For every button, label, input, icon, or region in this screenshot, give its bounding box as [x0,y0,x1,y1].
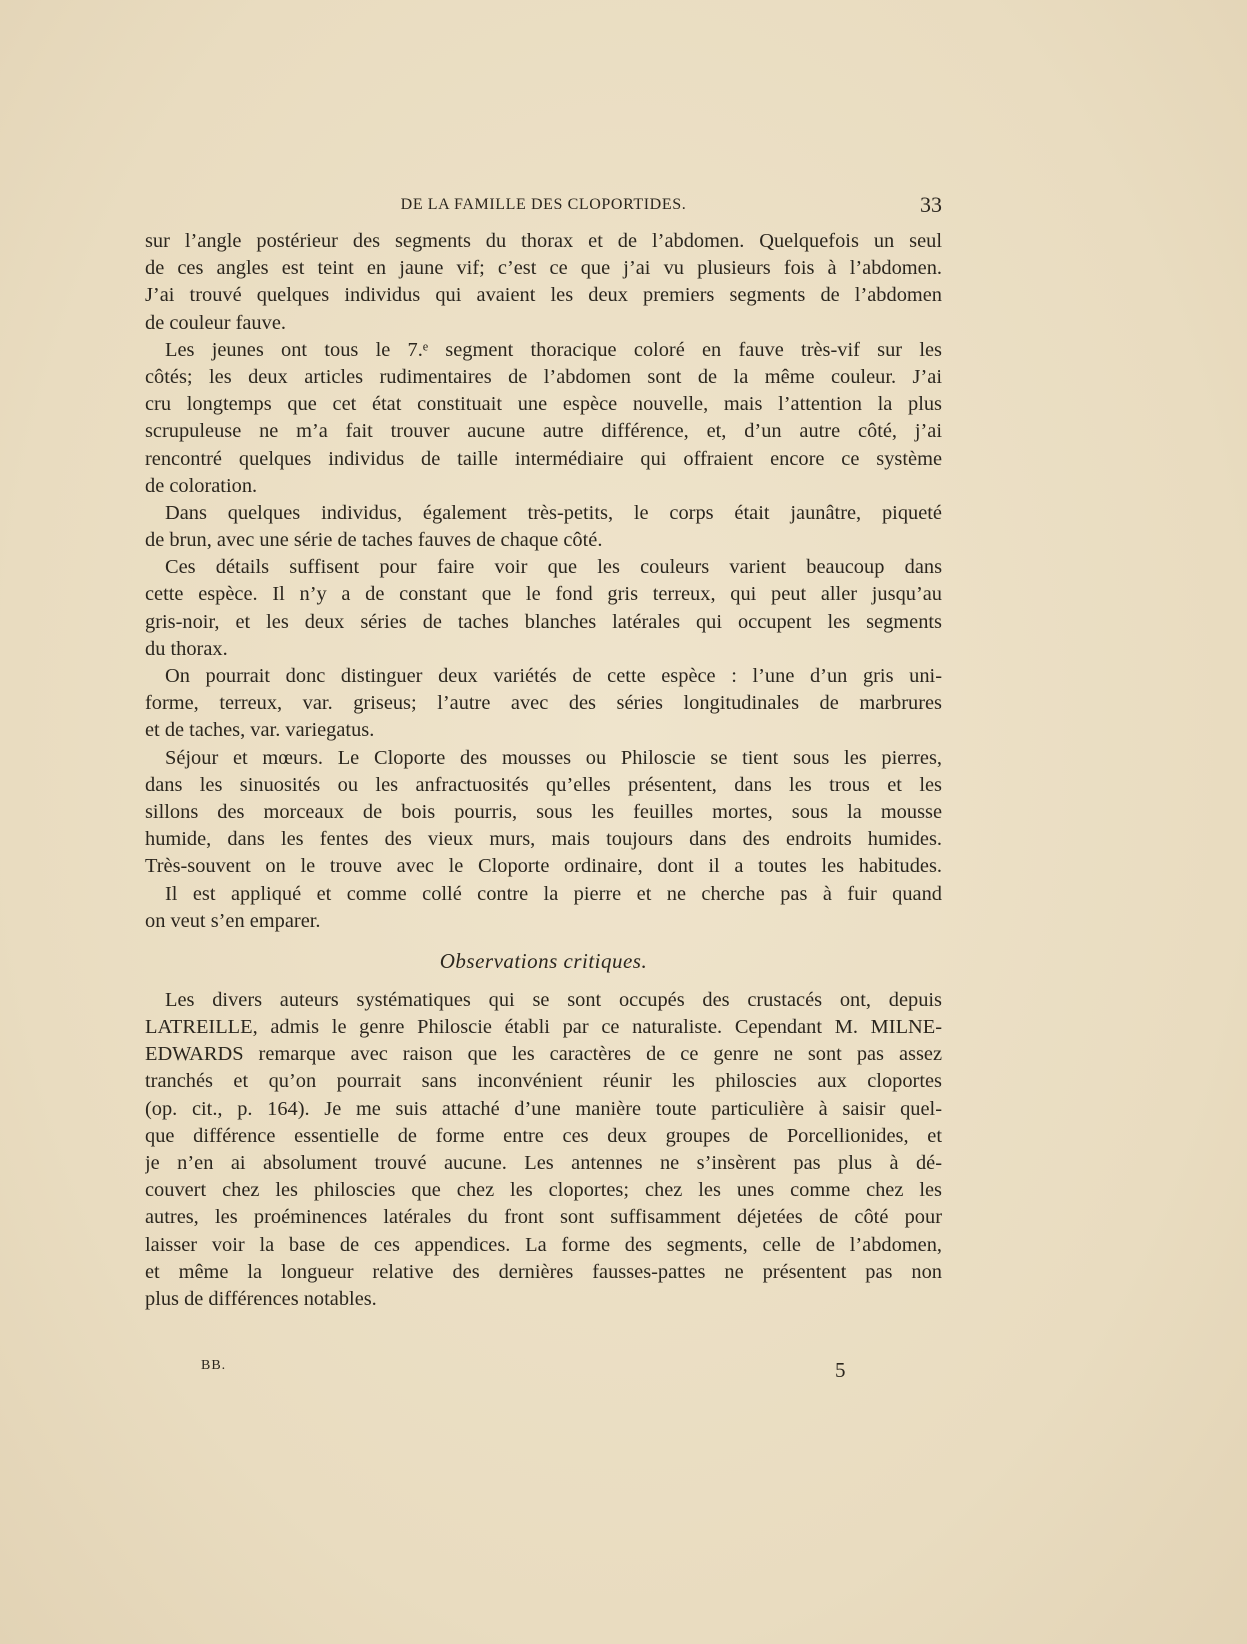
text-line: couvert chez les philoscies que chez les cloportes; chez les unes comme chez les [145,1179,942,1202]
body-text [145,228,942,1313]
text-line: Dans quelques individus, également très-petits, le corps était jaunâtre, piqueté [165,501,942,524]
text-line: et même la longueur relative des dernières fausses-pattes ne présentent pas non [145,1260,942,1283]
text-line: rencontré quelques individus de taille intermédiaire qui offraient encore ce système [145,447,942,470]
text-line: de ces angles est teint en jaune vif; c’est ce que j’ai vu plusieurs fois à l’abdomen. [145,257,942,280]
text-line: Séjour et mœurs. Le Cloporte des mousses ou Philoscie se tient sous les pierres, [165,746,942,769]
text-line: Il est appliqué et comme collé contre la pierre et ne cherche pas à fuir quand [165,882,942,905]
text-line: LATREILLE, admis le genre Philoscie établi par ce naturaliste. Cependant M. MILNE- [145,1016,942,1039]
text-line: EDWARDS remarque avec raison que les caractères de ce genre ne sont pas assez [145,1043,942,1066]
running-head: DE LA FAMILLE DES CLOPORTIDES. [400,196,687,213]
text-line: du thorax. [145,637,228,660]
page-number: 33 [920,192,942,217]
text-line: et de taches, var. variegatus. [145,719,375,742]
text-line: tranchés et qu’on pourrait sans inconvénient réunir les philoscies aux cloportes [145,1070,942,1093]
text-line: de coloration. [145,474,258,497]
text-line: de couleur fauve. [145,311,286,334]
text-line: sur l’angle postérieur des segments du thorax et de l’abdomen. Quelquefois un seul [145,230,942,252]
text-line: cette espèce. Il n’y a de constant que le fond gris terreux, qui peut aller jusqu’au [145,583,942,606]
text-line: Les divers auteurs systématiques qui se sont occupés des crustacés ont, depuis [165,988,942,1011]
text-line: forme, terreux, var. griseus; l’autre avec des séries longitudinales de marbrures [145,692,942,715]
text-line: (op. cit., p. 164). Je me suis attaché d’une manière toute particulière à saisir quel- [145,1097,942,1120]
page-footer [145,1358,942,1388]
text-line: je n’en ai absolument trouvé aucune. Les antennes ne s’insèrent pas plus à dé- [145,1152,942,1174]
text-line: que différence essentielle de forme entre ces deux groupes de Porcellionides, et [145,1124,942,1147]
text-line: plus de différences notables. [145,1287,377,1310]
text-line: Ces détails suffisent pour faire voir que les couleurs varient beaucoup dans [165,556,942,579]
text-line: On pourrait donc distinguer deux variétés de cette espèce : l’une d’un gris uni- [165,665,942,687]
text-line: on veut s’en emparer. [145,909,321,932]
text-line: de brun, avec une série de taches fauves de chaque côté. [145,529,603,552]
text-line: côtés; les deux articles rudimentaires de l’abdomen sont de la même couleur. J’ai [145,365,942,388]
section-heading: Observations critiques. [439,948,648,973]
text-line: autres, les proéminences latérales du front sont suffisamment déjetées de côté pour [145,1206,942,1229]
signature-mark: BB. [201,1358,227,1373]
text-line: Très-souvent on le trouve avec le Cloporte ordinaire, dont il a toutes les habitudes. [145,855,942,878]
page-header [145,192,942,222]
text-line: J’ai trouvé quelques individus qui avaient les deux premiers segments de l’abdomen [145,284,942,307]
text-line: laisser voir la base de ces appendices. La forme des segments, celle de l’abdomen, [145,1233,942,1256]
text-line: sillons des morceaux de bois pourris, sous les feuilles mortes, sous la mousse [145,800,942,823]
text-line: humide, dans les fentes des vieux murs, mais toujours dans des endroits humides. [145,828,942,851]
text-line: Les jeunes ont tous le 7.ᵉ segment thoracique coloré en fauve très-vif sur les [165,338,942,361]
sheet-number: 5 [835,1358,846,1382]
text-line: dans les sinuosités ou les anfractuosités qu’elles présentent, dans les trous et les [145,773,942,796]
text-line: cru longtemps que cet état constituait une espèce nouvelle, mais l’attention la plus [145,393,942,416]
text-line: scrupuleuse ne m’a fait trouver aucune autre différence, et, d’un autre côté, j’ai [145,420,942,443]
text-line: gris-noir, et les deux séries de taches blanches latérales qui occupent les segments [145,610,942,633]
